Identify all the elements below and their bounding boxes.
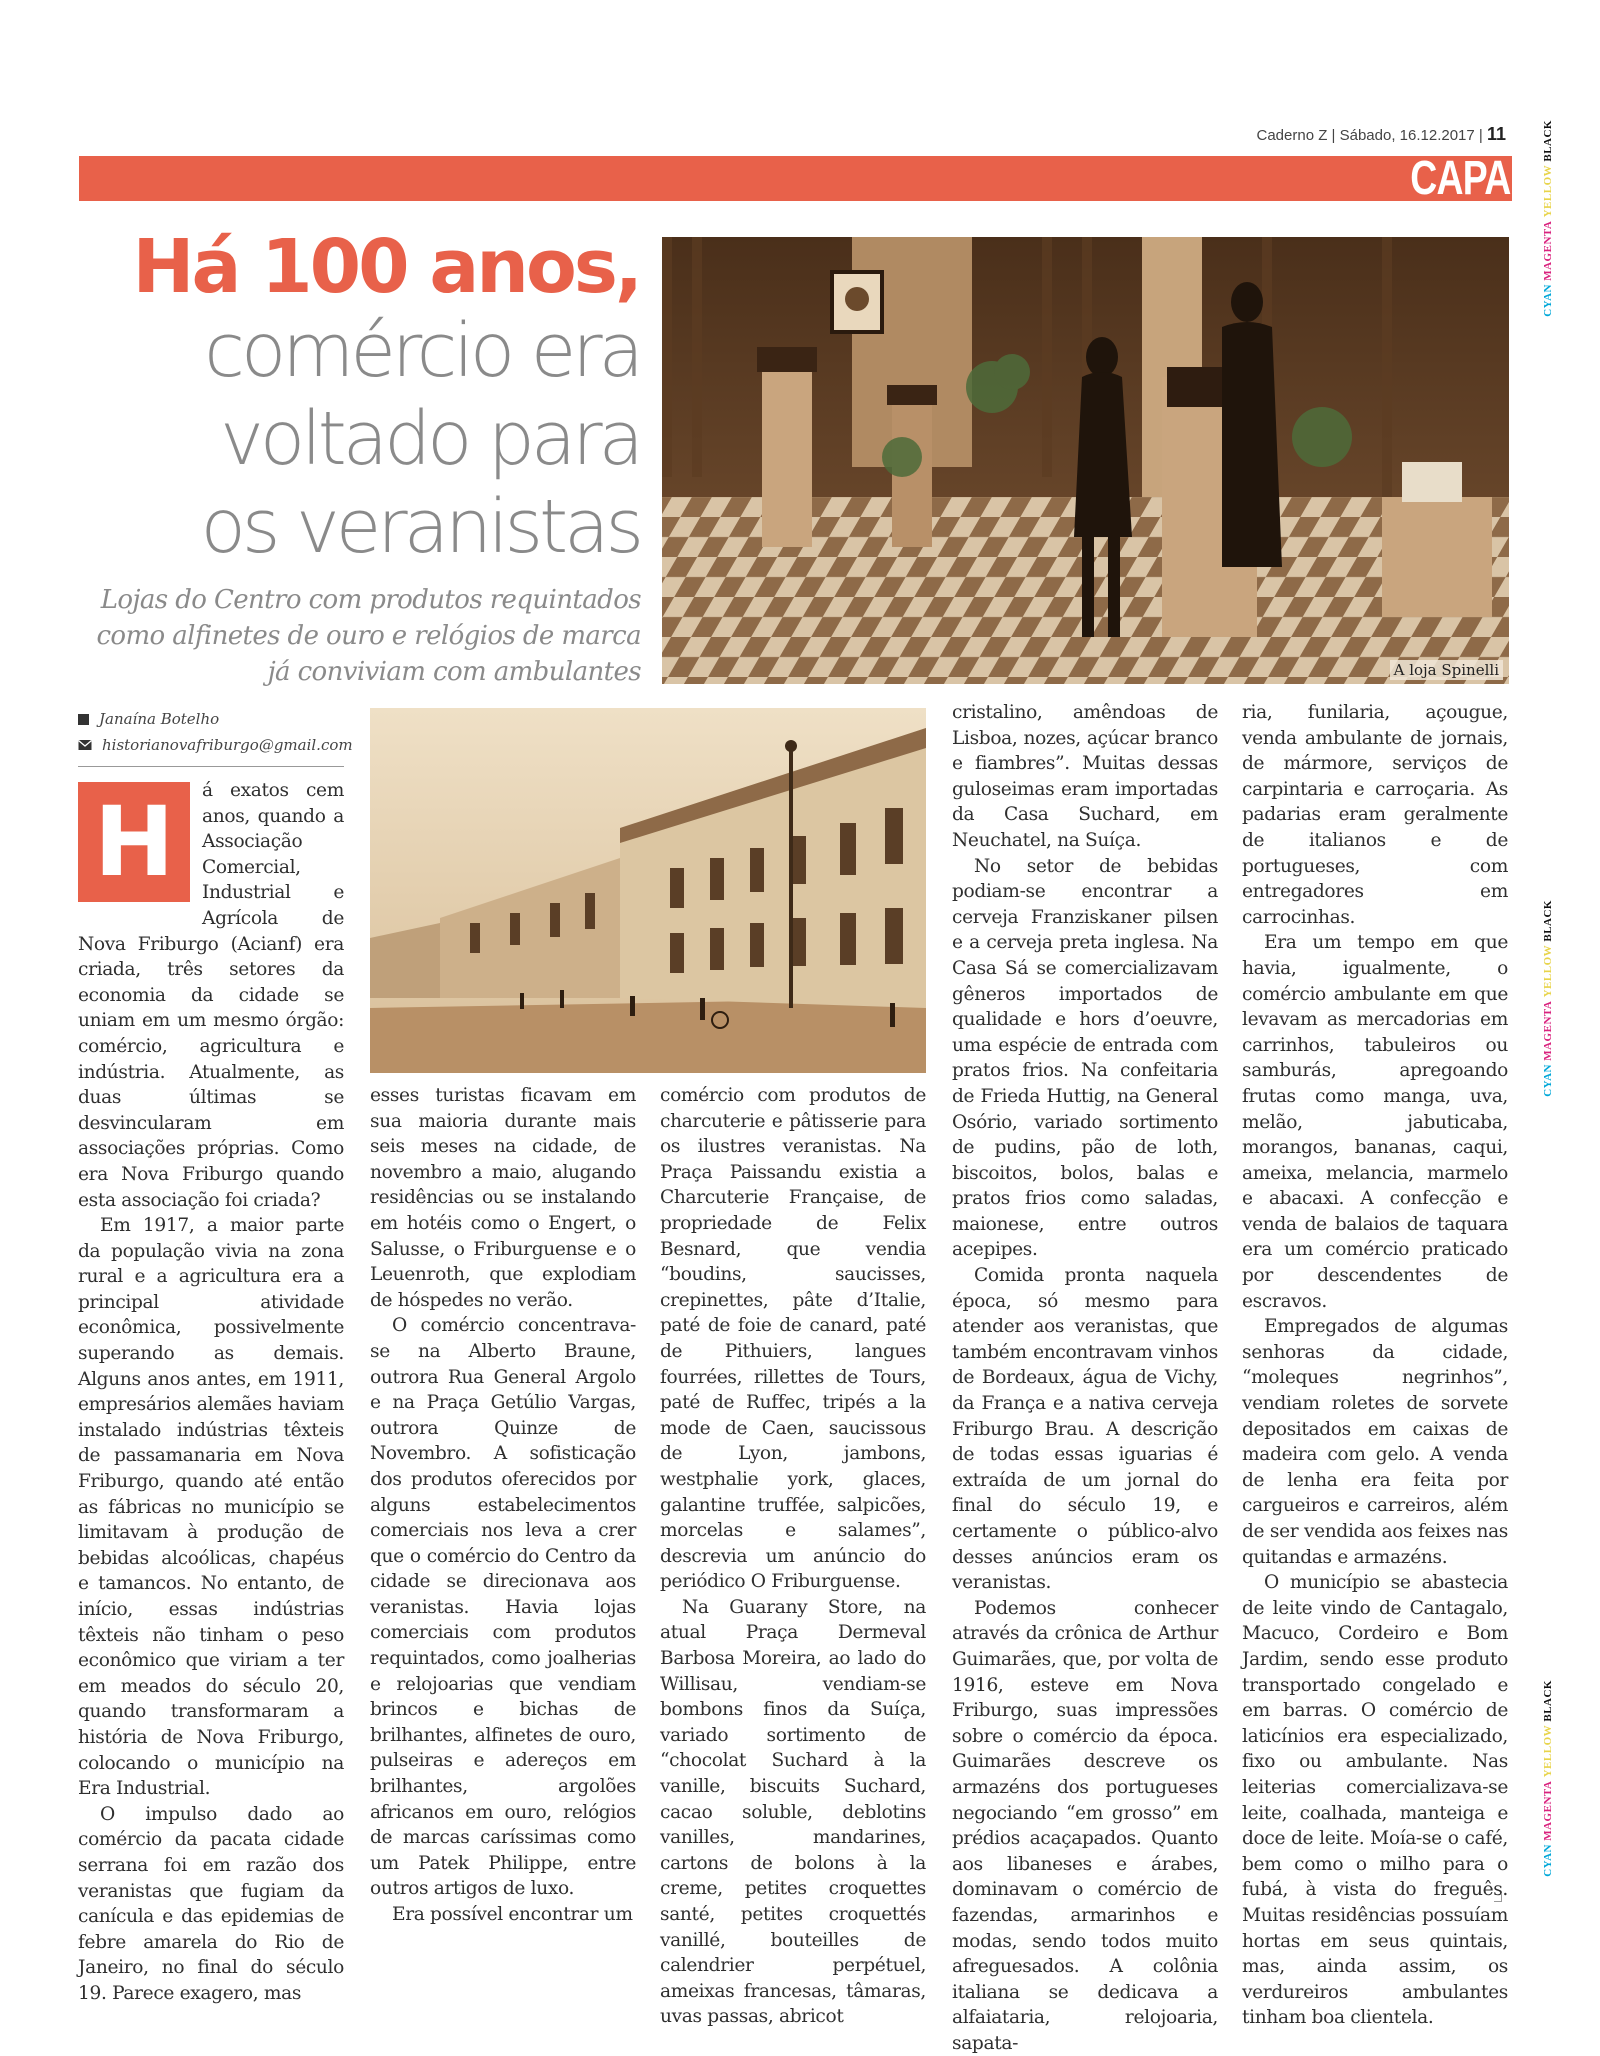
article-paragraph: Era possível encontrar um	[392, 1904, 633, 1925]
article-paragraph: Empregados de algumas senhoras da cidade, “moleques negrinhos”, vendiam roletes de sorvete depositados em caixas de madeira com gelo. A venda de lenha era feita por cargueiros e carreiros, além de ser vendida aos feixes nas quitandas e armazéns.	[1242, 1316, 1508, 1568]
article-paragraph: H á exatos cem anos, quando a Associação Comercial, Industrial e Agrícola de Nova Friburgo (Acianf) era criada, três setores da economia da cidade se uniam em um mesmo órgão: comércio, agricultura e indústria. Atualmente, as duas últimas se desvincularam em associações próprias. Como era Nova Friburgo quando esta associação foi criada?	[78, 780, 344, 1211]
lede	[76, 582, 641, 690]
article-paragraph: cristalino, amêndoas de Lisboa, nozes, açúcar branco e fiambres”. Muitas dessas guloseimas eram importadas da Casa Suchard, em Neuchatel, na Suíça.	[952, 702, 1218, 851]
square-bullet-icon	[78, 714, 89, 725]
article-paragraph: Em 1917, a maior parte da população vivia na zona rural e a agricultura era a principal atividade econômica, possivelmente superando as demais. Alguns anos antes, em 1911, empresários alemães haviam instalado indústrias têxteis de passamanaria em Nova Friburgo, quando até então as fábricas no município se limitavam à produção de bebidas alcoólicas, chapéus e tamancos. No entanto, de início, essas indústrias têxteis não tinham o peso econômico que viriam a ter em meados do século 20, quando transformaram a história de Nova Friburgo, colocando o município na Era Industrial.	[78, 1215, 344, 1800]
article-column-2	[370, 1083, 636, 1928]
article-paragraph: No setor de bebidas podiam-se encontrar a cerveja Franziskaner pilsen e a cerveja preta inglesa. Na Casa Sá se comercializavam gêneros importados de qualidade e hors d’oeuvre, uma espécie de entrada com pratos frios. Na confeitaria de Frieda Huttig, na General Osório, variado sortimento de pudins, pão de loth, biscoitos, bolos, balas e pratos frios como saladas, maionese, entre outros acepipes.	[952, 855, 1218, 1261]
lede-line: como alfinetes de ouro e relógios de marca	[96, 621, 641, 651]
article-paragraph: esses turistas ficavam em sua maioria durante mais seis meses na cidade, de novembro a maio, alugando residências ou se instalando em hotéis como o Engert, o Salusse, o Friburguense e o Leuenroth, que explodiam de hóspedes no verão.	[370, 1085, 636, 1311]
author-name: Janaína Botelho	[99, 710, 220, 728]
section-label: CAPA	[1409, 152, 1510, 205]
dropcap: H	[78, 782, 190, 902]
shop-interior-illustration	[662, 237, 1509, 684]
article-paragraph: Comida pronta naquela época, só mesmo para atender aos veranistas, que também encontravam vinhos de Bordeaux, água de Vichy, da França e a nativa cerveja Friburgo Brau. A descrição de todas essas iguarias é extraída de um jornal do final do século 19, e certamente o público-alvo desses anúncios eram os veranistas.	[952, 1265, 1218, 1594]
byline-divider	[78, 766, 344, 767]
article-paragraph: Na Guarany Store, na atual Praça Dermeval Barbosa Moreira, ao lado do Willisau, vendiam-se bombons finos da Suíça, variado sortimento de “chocolat Suchard à la vanille, biscuits Suchard, cacao soluble, deblotins vanilles, mandarines, cartons de bolons à la creme, petites croquettes santé, petites croquettés vanillé, bouteilles de calendrier perpétuel, ameixas francesas, tâmaras, uvas passas, abricot	[660, 1596, 926, 2028]
street-scene-photo	[370, 708, 926, 1073]
page-folio	[1257, 124, 1507, 145]
byline	[78, 706, 353, 758]
lede-line: Lojas do Centro com produtos requintados	[100, 585, 641, 615]
headline-sub-line: voltado para	[220, 396, 640, 482]
page-number: 11	[1486, 124, 1506, 144]
lede-line: já conviviam com ambulantes	[267, 657, 641, 687]
article-column-4	[952, 700, 1218, 2056]
photo-caption: A loja Spinelli	[1390, 660, 1503, 680]
cmyk-registration-mark: CYAN MAGENTA YELLOW BLACK	[1542, 120, 1554, 317]
headline-main: Há 100 anos,	[132, 224, 640, 310]
article-column-5	[1242, 700, 1508, 2031]
headline-sub-line: comércio era	[204, 308, 640, 394]
folio-text: Caderno Z | Sábado, 16.12.2017 |	[1256, 127, 1483, 144]
article-paragraph: O comércio concentrava-se na Alberto Braune, outrora Rua General Argolo e na Praça Getúlio Vargas, outrora Quinze de Novembro. A sofisticação dos produtos oferecidos por alguns estabelecimentos comerciais nos leva a crer que o comércio do Centro da cidade se direcionava aos veranistas. Havia lojas comerciais com produtos requintados, como joalherias e relojoarias que vendiam brincos e bichas de brilhantes, alfinetes de ouro, pulseiras e adereços em brilhantes, argolões africanos em ouro, relógios de marcas caríssimas como um Patek Philippe, entre outros artigos de luxo.	[370, 1315, 636, 1900]
section-bar	[79, 152, 1512, 205]
headline-sub-line: os veranistas	[200, 484, 640, 570]
article-paragraph: O município se abastecia de leite vindo de Cantagalo, Macuco, Cordeiro e Bom Jardim, sendo esse produto transportado congelado e em barras. O comércio de laticínios era especializado, fixo ou ambulante. Nas leiterias comercializava-se leite, coalhada, manteiga e doce de leite. Moía-se o café, bem como o milho para o fubá, à vista do freguês. Muitas residências possuíam hortas em seus quintais, mas, ainda assim, os verdureiros ambulantes tinham boa clientela.	[1242, 1572, 1508, 2029]
envelope-icon	[78, 739, 92, 751]
shop-interior-photo	[662, 237, 1509, 684]
article-paragraph: comércio com produtos de charcuterie e pâtisserie para os ilustres veranistas. Na Praça Paissandu existia a Charcuterie Française, de propriedade de Felix Besnard, que vendia “boudins, saucisses, crepinettes, pâte d’Italie, paté de foie de canard, paté de Pithuiers, langues fourrées, rillettes de Tours, paté de Ruffec, tripés a la mode de Caen, saucissous de Lyon, jambons, westphalie york, glaces, galantine truffée, salpicões, morcelas e salames”, descrevia um anúncio do periódico O Friburguense.	[660, 1085, 926, 1593]
cmyk-registration-mark: CYAN MAGENTA YELLOW BLACK	[1542, 900, 1554, 1097]
byline-email-row[interactable]	[78, 732, 353, 758]
article-column-1	[78, 778, 344, 2007]
article-paragraph: Podemos conhecer através da crônica de Arthur Guimarães, que, por volta de 1916, esteve em Nova Friburgo, suas impressões sobre o comércio da época. Guimarães descreve os armazéns dos portugueses negociando “em grosso” em prédios acaçapados. Quanto aos libaneses e árabes, dominavam o comércio de fazendas, armarinhos e modas, sendo todos muito afreguesados. A colônia italiana se dedicava a alfaiataria, relojoaria, sapata-	[952, 1597, 1218, 2054]
end-mark	[1494, 1894, 1502, 1902]
article-paragraph: O impulso dado ao comércio da pacata cidade serrana foi em razão dos veranistas que fugiam da canícula e das epidemias de febre amarela do Rio de Janeiro, no final do século 19. Parece exagero, mas	[78, 1803, 344, 2004]
author-email[interactable]: historianovafriburgo@gmail.com	[102, 736, 353, 754]
headline-block	[80, 224, 640, 570]
article-paragraph: ria, funilaria, açougue, venda ambulante de jornais, de mármore, serviços de carpintaria e carroçaria. As padarias eram geralmente de italianos e de portugueses, com entregadores em carrocinhas.	[1242, 702, 1508, 928]
street-scene-illustration	[370, 708, 926, 1073]
article-paragraph: Era um tempo em que havia, igualmente, o comércio ambulante em que levavam as mercadorias em carrinhos, tabuleiros ou samburás, apregoando frutas como manga, uva, melão, jabuticaba, morangos, bananas, caqui, ameixa, melancia, marmelo e abacaxi. A confecção e venda de balaios de taquara era um comércio praticado por descendentes de escravos.	[1242, 932, 1508, 1312]
cmyk-registration-mark: CYAN MAGENTA YELLOW BLACK	[1542, 1680, 1554, 1877]
byline-author-row	[78, 706, 353, 732]
article-column-3	[660, 1083, 926, 2030]
